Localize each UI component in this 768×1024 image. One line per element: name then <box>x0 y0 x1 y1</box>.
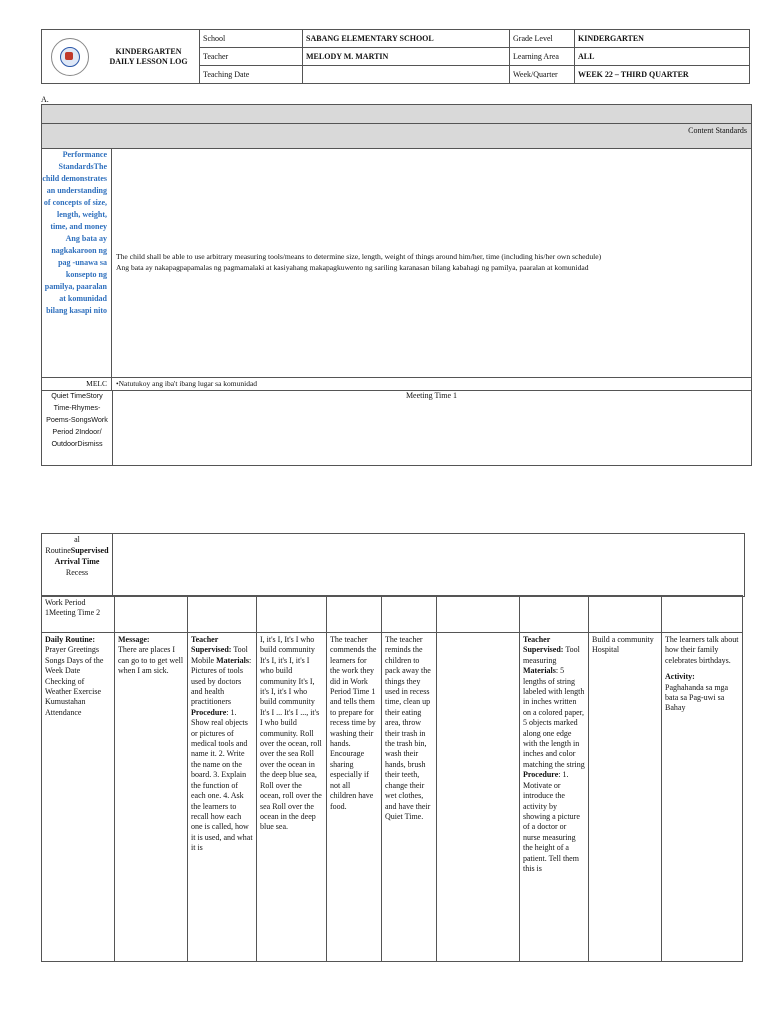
message-title: Message: <box>118 635 150 644</box>
week-value: WEEK 22 – THIRD QUARTER <box>575 66 750 84</box>
grade-value: KINDERGARTEN <box>575 30 750 48</box>
area-label: Learning Area <box>510 48 575 66</box>
ts1-materials-text: : Pictures of tools used by doctors and health practitioners <box>191 655 252 707</box>
empty-cell <box>662 596 743 633</box>
activity-text: Paghahanda sa mga bata sa Pag-uwi sa Bahay <box>665 682 729 713</box>
title-line-2: DAILY LESSON LOG <box>109 56 188 66</box>
melc-text: •Natutukoy ang iba't ibang lugar sa komunidad <box>116 379 258 388</box>
content-standards-label: Content Standards <box>688 126 747 135</box>
empty-cell <box>188 596 257 633</box>
melc-label: MELC <box>42 378 112 390</box>
routine-al: al <box>74 535 80 544</box>
supervised-word: Supervised <box>70 546 109 555</box>
section-b-top-box <box>41 533 745 597</box>
ts2-procedure-text: : 1. Motivate or introduce the activity by showing a picture of a doctor or nurse measuring the height of a patient. Tell them this is <box>523 770 580 873</box>
performance-text-2: Ang bata ay nakapagpapamalas ng pagmamalaki at kasiyahang makapagkuwento ng sariling karanasan bilang kabahagi ng pamilya, paaralan at komunidad <box>116 263 589 272</box>
section-a-label: A. <box>41 95 49 104</box>
family-cell <box>662 633 743 962</box>
grade-label: Grade Level <box>510 30 575 48</box>
title-line-1: KINDERGARTEN <box>115 46 182 56</box>
deped-seal-icon <box>51 38 89 76</box>
date-label: Teaching Date <box>200 66 303 84</box>
message-text: There are places I can go to to get well when I am sick. <box>118 645 184 676</box>
date-value <box>303 66 510 84</box>
area-value: ALL <box>575 48 750 66</box>
arrival-time: Arrival Time <box>54 557 100 566</box>
performance-text-1: The child shall be able to use arbitrary measuring tools/means to determine size, length, weight of things around him/her, time (including his/her own schedule) <box>116 252 602 261</box>
document-title <box>98 30 200 84</box>
ts2-title: Teacher Supervised: <box>523 635 564 655</box>
daily-routine-title: Daily Routine: <box>45 635 95 644</box>
teacher-supervised-2-cell <box>520 633 589 962</box>
teacher-label: Teacher <box>200 48 303 66</box>
empty-cell <box>327 596 382 633</box>
empty-cell <box>115 596 188 633</box>
week-label: Week/Quarter <box>510 66 575 84</box>
daily-routine-items: Prayer Greetings Songs Days of the Week Date Checking of Weather Exercise Kumustahan Attendance <box>45 645 104 717</box>
empty-cell <box>589 596 662 633</box>
school-value: SABANG ELEMENTARY SCHOOL <box>303 30 510 48</box>
commend-cell: The teacher commends the learners for the work they did in Work Period Time 1 and tells them to prepare for recess time by washing their hands. Encourage sharing especially if not all children have food. <box>327 633 382 962</box>
routine-word: Routine <box>45 546 71 555</box>
quiet-time-label: Quiet TimeStory Time-Rhymes-Poems-SongsWork Period 2Indoor/ OutdoorDismiss <box>42 390 113 465</box>
empty-cell <box>382 596 437 633</box>
activity-grid <box>41 595 743 962</box>
ts1-title: Teacher Supervised: <box>191 635 232 655</box>
gray-band-top <box>42 105 751 124</box>
performance-standards-label: Performance StandardsThe child demonstrates an understanding of concepts of size, length, weight, time, and money Ang bata ay nagkakaroon ng pag -unawa sa konsepto ng pamilya, paaralan at komunidad bilang kasapi nito <box>42 149 112 377</box>
ts1-sub: Tool Mobile <box>191 645 248 665</box>
song-cell: I, it's I, It's I who build community It's I, it's I, it's I who build community It's I, it's I, it's I who build community It's I ... It's I ..., it's I who build community. Roll over the ocean, roll over the sea Roll over the ocean in the deep blue sea, Roll over the ocean, roll over the sea Roll over the ocean in the deep blue sea. <box>257 633 327 962</box>
teacher-value: MELODY M. MARTIN <box>303 48 510 66</box>
ts1-procedure-text: : 1. Show real objects or pictures of medical tools and name it. 2. Write the name on the board. 3. Explain the function of each one. 4. Ask the learners to recall how each one is called, how it is used, and what it is <box>191 707 253 853</box>
header-table <box>41 29 750 84</box>
build-cell: Build a community Hospital <box>589 633 662 962</box>
performance-standards-text <box>116 251 746 273</box>
empty-cell <box>257 596 327 633</box>
daily-routine-cell <box>42 633 115 962</box>
meeting-time-1: Meeting Time 1 <box>405 391 458 400</box>
ts2-materials: Materials <box>523 666 556 676</box>
empty-cell <box>437 596 520 633</box>
activity-title: Activity: <box>665 672 695 682</box>
remind-cell: The teacher reminds the children to pack away the things they used in recess time, clean up their eating area, throw their trash in the trash bin, wash their hands, brush their teeth, change their wet clothes, and have their Quiet Time. <box>382 633 437 962</box>
melc-row <box>42 377 751 391</box>
work-period-label: Work Period 1Meeting Time 2 <box>42 596 115 633</box>
deped-seal-cell <box>42 30 99 84</box>
teacher-supervised-1-cell <box>188 633 257 962</box>
recess-word: Recess <box>65 568 89 577</box>
ts2-procedure: Procedure <box>523 770 559 780</box>
ts2-materials-text: : 5 lengths of string labeled with length in inches written on a colored paper, 5 objects marked along one edge with the length in inches and color matching the string <box>523 666 585 769</box>
empty-cell <box>520 596 589 633</box>
school-label: School <box>200 30 303 48</box>
family-text: The learners talk about how their family celebrates birthdays. <box>665 635 739 665</box>
ts2-sub: Tool measuring <box>523 645 580 665</box>
message-cell <box>115 633 188 962</box>
ts1-materials: Materials <box>216 655 249 665</box>
ts1-procedure: Procedure <box>191 707 227 717</box>
section-a-box <box>41 104 752 466</box>
gray-band-content <box>42 124 751 149</box>
routine-label <box>42 534 113 596</box>
empty-cell <box>437 633 520 962</box>
